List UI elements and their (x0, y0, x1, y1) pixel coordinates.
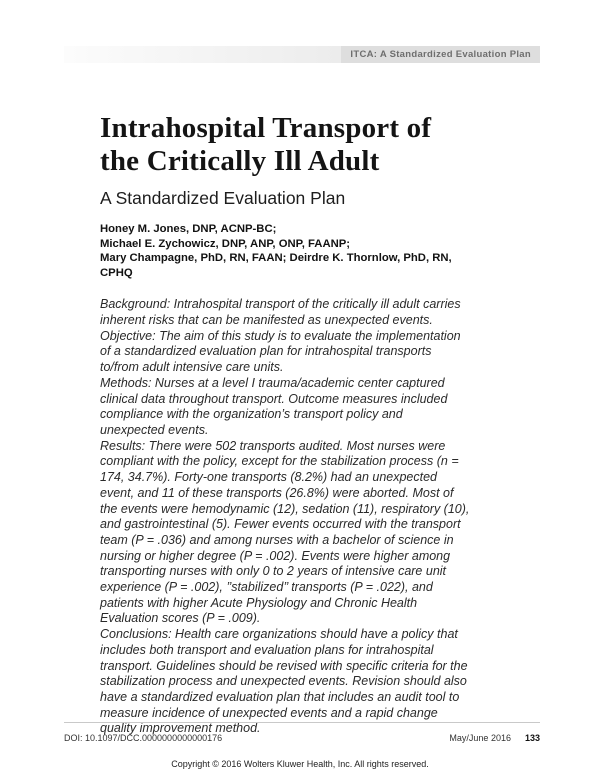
abstract-text-background: Intrahospital transport of the critically ill adult carries inherent risks that can be manifested as unexpected events. (100, 297, 461, 328)
abstract-section-objective (100, 329, 470, 376)
abstract-label-methods: Methods: (100, 375, 152, 390)
article-title-line-1: Intrahospital Transport of (100, 112, 432, 144)
article-content (100, 112, 470, 737)
abstract-section-methods (100, 376, 470, 439)
author-line: Michael E. Zychowicz, DNP, ANP, ONP, FAANP; (100, 237, 351, 250)
author-list (100, 222, 470, 280)
running-head-band-fill (64, 46, 341, 63)
abstract-section-conclusions (100, 627, 470, 737)
abstract-text-conclusions: Health care organizations should have a policy that includes both transport and evaluation plans for intrahospital transport. Guidelines should be revised with specific criteria for the stabilization process and unexpected events. Revision should also have a standardized evaluation plan that includes an audit tool to measure incidence of unexpected events and a rapid change quality improvement method. (100, 627, 468, 736)
abstract-text-results: There were 502 transports audited. Most nurses were compliant with the policy, except for the stabilization process (n = 174, 34.7%). Forty-one transports (8.2%) had an unexpected event, and 11 of these transports (26.8%) were aborted. Most of the events were hemodynamic (12), sedation (11), respiratory (10), and gastrointestinal (5). Fewer events occurred with the transport team (P = .036) and among nurses with a bachelor of science in nursing or higher degree (P = .002). Events were higher among transporting nurses with only 0 to 2 years of intensive care unit experience (P = .002), ’’stabilized’’ transports (P = .022), and patients with higher Acute Physiology and Chronic Health Evaluation scores (P = .009). (100, 438, 470, 626)
footer (64, 733, 540, 743)
doi-text: DOI: 10.1097/DCC.0000000000000176 (64, 733, 223, 743)
abstract-section-results (100, 439, 470, 627)
author-line: Mary Champagne, PhD, RN, FAAN; Deirdre K. Thornlow, PhD, RN, CPHQ (100, 252, 452, 279)
page-number: 133 (524, 733, 540, 743)
abstract-text-objective: The aim of this study is to evaluate the implementation of a standardized evaluation plan for intrahospital transports to/from adult intensive care units. (100, 328, 461, 375)
article-title-line-2: the Critically Ill Adult (100, 145, 380, 177)
abstract-label-background: Background: (100, 297, 171, 312)
running-head-label: ITCA: A Standardized Evaluation Plan (341, 46, 540, 63)
abstract-label-objective: Objective: (100, 328, 156, 343)
author-line: Honey M. Jones, DNP, ACNP-BC; (100, 223, 277, 235)
abstract-label-results: Results: (100, 438, 146, 453)
copyright-notice: Copyright © 2016 Wolters Kluwer Health, Inc. All rights reserved. (171, 759, 429, 769)
article-title (100, 112, 470, 178)
abstract-section-background (100, 297, 470, 328)
abstract (100, 297, 470, 737)
abstract-label-conclusions: Conclusions: (100, 627, 172, 642)
footer-right (449, 733, 540, 743)
running-head-band (64, 46, 540, 63)
article-subtitle: A Standardized Evaluation Plan (100, 188, 346, 208)
footer-divider (64, 722, 540, 723)
abstract-text-methods: Nurses at a level I trauma/academic center captured clinical data throughout transport. Outcome measures included compliance with the organization’s transport policy and unexpected events. (100, 375, 448, 437)
issue-date: May/June 2016 (449, 733, 511, 743)
